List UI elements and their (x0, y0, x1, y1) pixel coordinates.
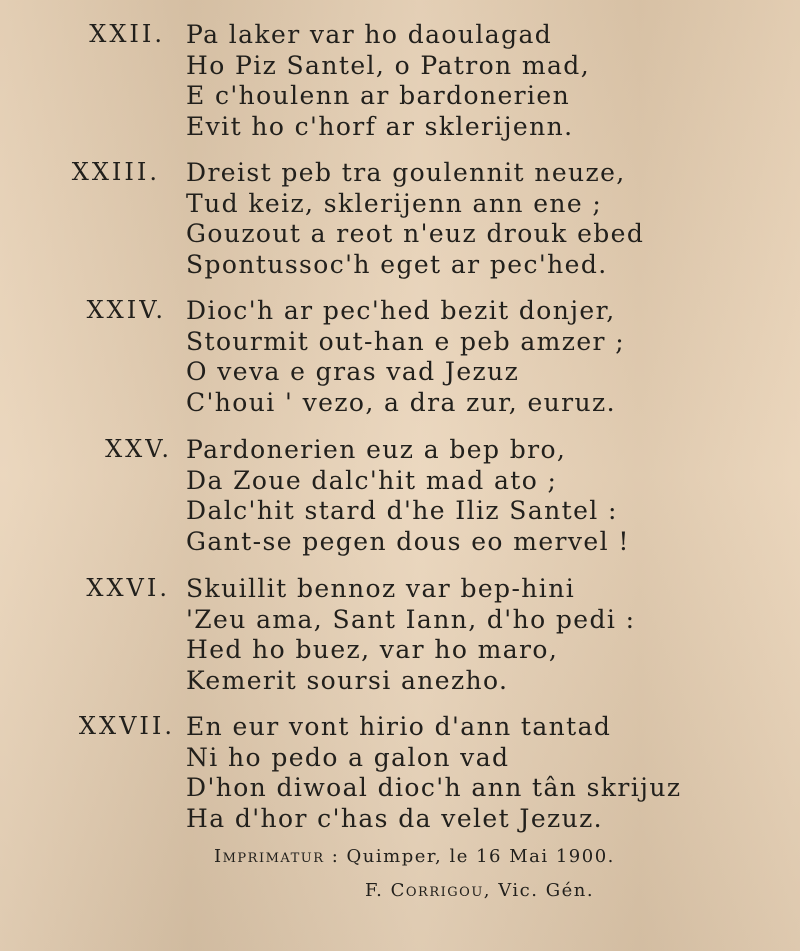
verse-line: Skuillit bennoz var bep-hini (186, 574, 576, 603)
verse-line: Spontussoc'h eget ar pec'hed. (186, 249, 608, 279)
stanza-lines (186, 712, 681, 834)
verse-line: Ni ho pedo a galon vad (186, 742, 510, 772)
verse-line: Ha d'hor c'has da velet Jezuz. (186, 803, 603, 833)
stanza-lines (186, 296, 625, 418)
verse-line: Gouzout a reot n'euz drouk ebed (186, 219, 645, 248)
verse-line: Dalc'hit stard d'he Iliz Santel : (186, 496, 618, 525)
stanza-number: XXVI. (86, 574, 170, 602)
verse-line: Gant-se pegen dous eo mervel ! (186, 526, 630, 556)
signature-name: F. Corrigou, (365, 880, 491, 901)
verse-line: 'Zeu ama, Sant Iann, d'ho pedi : (186, 604, 636, 634)
stanza-lines (186, 20, 590, 142)
stanza-number: XXV. (105, 435, 172, 463)
verse-line: Hed ho buez, var ho maro, (186, 635, 559, 664)
verse-line: Pa laker var ho daoulagad (186, 20, 553, 49)
verse-line: Kemerit soursi anezho. (186, 665, 509, 695)
verse-line: En eur vont hirio d'ann tantad (186, 712, 612, 741)
verse-line: Tud keiz, sklerijenn ann ene ; (186, 188, 603, 218)
imprimatur-note (214, 846, 615, 867)
verse-line: Dreist peb tra goulennit neuze, (186, 158, 626, 187)
stanza-lines (186, 574, 635, 696)
stanza-lines (186, 158, 644, 280)
verse-line: Stourmit out-han e peb amzer ; (186, 326, 626, 356)
imprimatur-label: Imprimatur (214, 846, 325, 867)
stanza-number: XXVII. (78, 712, 175, 740)
verse-line: Pardonerien euz a bep bro, (186, 435, 567, 464)
stanza-number: XXIV. (86, 296, 166, 324)
signature (365, 880, 594, 901)
verse-line: D'hon diwoal dioc'h ann tân skrijuz (186, 773, 682, 802)
stanza-number: XXIII. (71, 158, 160, 186)
verse-line: Dioc'h ar pec'hed bezit donjer, (186, 296, 616, 325)
stanza-number: XXII. (89, 20, 165, 48)
verse-line: Da Zoue dalc'hit mad ato ; (186, 465, 558, 495)
imprimatur-text: : Quimper, le 16 Mai 1900. (331, 846, 615, 867)
verse-line: E c'houlenn ar bardonerien (186, 81, 571, 110)
verse-line: O veva e gras vad Jezuz (186, 357, 520, 386)
verse-line: Ho Piz Santel, o Patron mad, (186, 50, 591, 80)
stanza-lines (186, 435, 630, 557)
signature-title: Vic. Gén. (498, 880, 595, 901)
verse-line: C'houi ' vezo, a dra zur, euruz. (186, 387, 616, 417)
verse-line: Evit ho c'horf ar sklerijenn. (186, 111, 574, 141)
